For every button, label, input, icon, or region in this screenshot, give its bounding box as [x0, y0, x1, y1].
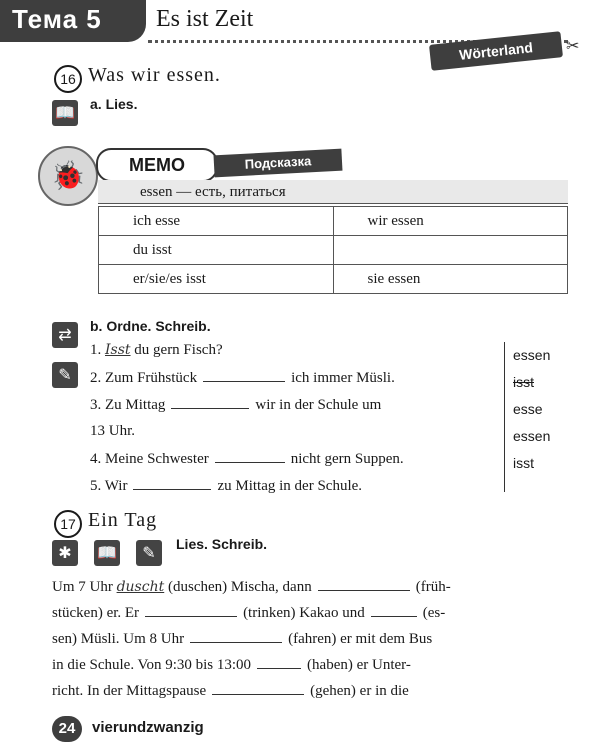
- story-line: [52, 652, 562, 678]
- star-icon: ✱: [52, 540, 78, 566]
- sentence-text: ich immer Müsli.: [291, 370, 395, 386]
- answer-blank[interactable]: [203, 369, 285, 382]
- sentence-text: zu Mittag in der Schule.: [217, 478, 363, 494]
- filled-answer: Isst: [105, 342, 131, 358]
- story-line: [52, 678, 562, 704]
- scissors-icon: ✂: [566, 38, 580, 55]
- table-row: [99, 236, 568, 265]
- answer-blank[interactable]: [212, 682, 304, 695]
- story-text: stücken) er. Er: [52, 605, 140, 621]
- table-cell: ich esse: [99, 207, 334, 236]
- exercise-number-17: 17: [54, 510, 82, 538]
- story-text: richt. In der Mittagspause: [52, 683, 207, 699]
- story-paragraph: [52, 574, 562, 704]
- answer-blank[interactable]: [190, 630, 282, 643]
- memo-rule: essen — есть, питаться: [98, 180, 568, 204]
- story-text: (früh-: [415, 579, 451, 595]
- topic-title: Es ist Zeit: [156, 6, 254, 32]
- sentence-number: 4.: [90, 451, 102, 467]
- sentence-text: nicht gern Suppen.: [290, 451, 404, 467]
- page-number: 24: [52, 716, 82, 742]
- table-cell: sie essen: [333, 265, 568, 294]
- story-text: in die Schule. Von 9:30 bis 13:00: [52, 657, 252, 673]
- sentence-3-continued: [90, 423, 135, 440]
- story-text: Um 7 Uhr: [52, 579, 113, 595]
- topic-tab: [0, 0, 146, 42]
- sentence-text: Zu Mittag: [105, 397, 166, 413]
- pencil-icon: ✎: [52, 362, 78, 388]
- book-icon: 📖: [52, 100, 78, 126]
- story-text: (duschen) Mischa, dann: [167, 579, 312, 595]
- story-text: (gehen) er in die: [310, 683, 409, 699]
- table-row: [99, 207, 568, 236]
- word-option: isst: [513, 455, 534, 471]
- story-line: [52, 574, 562, 600]
- table-row: [99, 265, 568, 294]
- sentence-text: du gern Fisch?: [134, 342, 223, 358]
- sentence-number: 3.: [90, 397, 102, 413]
- story-line: [52, 600, 562, 626]
- memo-label: MEMO: [96, 148, 218, 182]
- sentence-number: 1.: [90, 342, 102, 358]
- table-cell: er/sie/es isst: [99, 265, 334, 294]
- conjugation-table: [98, 206, 568, 294]
- arrange-icon: ⇄: [52, 322, 78, 348]
- table-cell: [333, 236, 568, 265]
- sentence-text: Wir: [104, 478, 128, 494]
- story-text: sen) Müsli. Um 8 Uhr: [52, 631, 185, 647]
- story-text: (trinken) Kakao und: [243, 605, 365, 621]
- sentence-text: Zum Frühstück: [105, 370, 198, 386]
- answer-blank[interactable]: [257, 656, 301, 669]
- word-option: essen: [513, 428, 551, 444]
- answer-blank[interactable]: [371, 604, 417, 617]
- sentence-text: Meine Schwester: [105, 451, 209, 467]
- sentence-number: 5.: [90, 478, 102, 494]
- answer-blank[interactable]: [133, 477, 211, 490]
- sentence-5: [90, 477, 362, 495]
- word-option: esse: [513, 401, 543, 417]
- answer-blank[interactable]: [171, 396, 249, 409]
- word-box: [504, 342, 585, 492]
- woerterland-badge: Wörterland: [429, 31, 563, 71]
- story-text: (es-: [422, 605, 446, 621]
- book-icon: 📖: [94, 540, 120, 566]
- bug-mascot-icon: 🐞: [38, 146, 98, 206]
- exercise-16-title: Was wir essen.: [88, 64, 221, 86]
- hint-label: Подсказка: [214, 149, 343, 178]
- sentence-text: wir in der Schule um: [255, 397, 382, 413]
- story-line: [52, 626, 562, 652]
- pencil-icon: ✎: [136, 540, 162, 566]
- topic-number: Тема 5: [12, 4, 102, 34]
- table-cell: wir essen: [333, 207, 568, 236]
- sentence-number: 2.: [90, 370, 102, 386]
- word-option-used: isst: [513, 374, 534, 390]
- table-cell: du isst: [99, 236, 334, 265]
- answer-blank[interactable]: [318, 578, 410, 591]
- exercise-17-title: Ein Tag: [88, 509, 158, 531]
- memo-box: [38, 142, 568, 300]
- exercise-number-16: 16: [54, 65, 82, 93]
- story-text: (haben) er Unter-: [307, 657, 411, 673]
- part-a-instruction: a. Lies.: [90, 96, 138, 112]
- exercise-17-instruction: Lies. Schreib.: [176, 536, 268, 552]
- page-number-word: vierundzwanzig: [92, 719, 204, 736]
- sentence-4: [90, 450, 404, 468]
- sentence-3: [90, 396, 381, 414]
- part-b-instruction: b. Ordne. Schreib.: [90, 318, 211, 334]
- sentence-2: [90, 369, 395, 387]
- sentence-1: [90, 342, 223, 359]
- story-text: (fahren) er mit dem Bus: [288, 631, 433, 647]
- sentence-text: 13 Uhr.: [90, 423, 135, 439]
- filled-answer: duscht: [116, 579, 165, 595]
- answer-blank[interactable]: [215, 450, 285, 463]
- answer-blank[interactable]: [145, 604, 237, 617]
- word-option: essen: [513, 347, 551, 363]
